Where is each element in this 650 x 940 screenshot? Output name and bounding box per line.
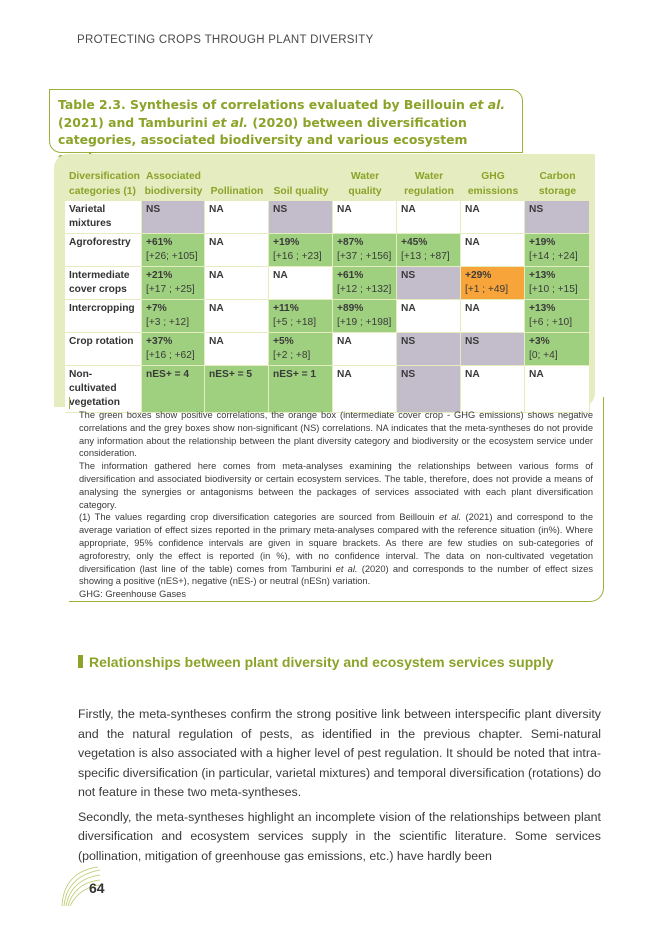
- row-label: Non-cultivated vegetation: [65, 366, 142, 413]
- header-cell: Soil quality: [273, 186, 329, 197]
- cell-value: +3%: [529, 336, 550, 347]
- cell-confidence-interval: [+19 ; +198]: [337, 317, 392, 328]
- cell-value: +29%: [465, 270, 492, 281]
- cell-value: +61%: [337, 270, 364, 281]
- table-cell: [461, 234, 525, 267]
- table-body: [65, 201, 590, 413]
- caption-etal: et al.: [212, 114, 249, 130]
- table-cell: [205, 201, 269, 234]
- table-cell: [333, 267, 397, 300]
- cell-value: NA: [209, 237, 224, 248]
- table-cell: [525, 234, 590, 267]
- cell-confidence-interval: [+3 ; +12]: [146, 317, 190, 328]
- table-cell: [525, 333, 590, 366]
- notes-text: (2020) and corresponds to the number of effect sizes showing a positive (nES+), negative (nES-) or neutral (nESn) variation.: [79, 563, 593, 587]
- cell-value: +45%: [401, 237, 428, 248]
- cell-value: NA: [465, 237, 480, 248]
- cell-value: NA: [209, 270, 224, 281]
- notes-text: (2021) and correspond to the average variation of effect sizes reported in the primary meta-analyses compared with the reference situation (in%). Where appropriate, 95% confidence intervals are given in square brackets. As there are few studies on sub-categories of agroforestry, only the effect is reported (in %), with no confidence interval. The data on non-cultivated vegetation diversification (last line of the table) comes from Tamburini: [79, 512, 593, 574]
- body-text: [78, 705, 601, 871]
- caption-text: (2020) between diversification categories, associated biodiversity and various ecosystem: [58, 114, 468, 147]
- row-label: Agroforestry: [65, 234, 142, 267]
- cell-confidence-interval: [+6 ; +10]: [529, 317, 573, 328]
- notes-etal: et al.: [335, 563, 358, 574]
- table-cell: [142, 333, 205, 366]
- cell-value: nES+ = 5: [209, 369, 253, 380]
- cell-confidence-interval: [+14 ; +24]: [529, 251, 578, 262]
- notes-paragraph: [79, 511, 593, 588]
- cell-value: NA: [529, 369, 544, 380]
- cell-value: NS: [273, 204, 288, 215]
- table-cell: [205, 300, 269, 333]
- cell-value: +87%: [337, 237, 364, 248]
- cell-value: NS: [401, 336, 416, 347]
- cell-value: NA: [337, 204, 352, 215]
- cell-value: +7%: [146, 303, 167, 314]
- cell-value: NS: [465, 336, 480, 347]
- table-cell: [461, 201, 525, 234]
- cell-value: +61%: [146, 237, 173, 248]
- table-cell: [397, 333, 461, 366]
- cell-value: nES+ = 1: [273, 369, 317, 380]
- table-cell: [333, 234, 397, 267]
- cell-value: +11%: [273, 303, 299, 314]
- table-cell: [269, 300, 333, 333]
- table-row: [65, 234, 590, 267]
- row-label: Intercropping: [65, 300, 142, 333]
- table-cell: [333, 333, 397, 366]
- table-cell: [205, 333, 269, 366]
- table-cell: [205, 267, 269, 300]
- cell-value: NA: [209, 204, 224, 215]
- notes-text: (1) The values regarding crop diversification categories are sourced from Beillouin: [79, 512, 440, 523]
- table-cell: [142, 201, 205, 234]
- notes-paragraph: The green boxes show positive correlations, the orange box (intermediate cover crop - GHG emissions) shows negative correlations and the grey boxes show non-significant (NS) correlations. NA indicates that the meta-syntheses do not provide any information about the relationship between the plant diversity category and biodiversity or the ecosystem service under consideration.: [79, 410, 593, 459]
- notes-paragraph: The information gathered here comes from meta-analyses examining the relationships between various forms of diversification and associated biodiversity or certain ecosystem services. The table, therefore, does not provide a means of analysing the synergies or antagonisms between the packages of services associated with each plant diversification category.: [79, 461, 593, 510]
- table-cell: [461, 300, 525, 333]
- table-cell: [397, 300, 461, 333]
- table-cell: [461, 333, 525, 366]
- table-cell: [269, 234, 333, 267]
- header-cell: Water quality: [348, 171, 382, 197]
- header-cell: Diversification categories (1): [69, 171, 140, 197]
- cell-confidence-interval: [+5 ; +18]: [273, 317, 317, 328]
- table-cell: [525, 201, 590, 234]
- table-cell: [333, 201, 397, 234]
- row-label: Intermediate cover crops: [65, 267, 142, 300]
- cell-value: +19%: [529, 237, 556, 248]
- table-cell: [461, 267, 525, 300]
- cell-confidence-interval: [+16 ; +62]: [146, 350, 195, 361]
- section-heading: [78, 652, 598, 672]
- cell-confidence-interval: [+2 ; +8]: [273, 350, 311, 361]
- cell-confidence-interval: [+1 ; +49]: [465, 284, 509, 295]
- page-number: 64: [89, 880, 105, 896]
- table-cell: [269, 201, 333, 234]
- cell-value: NS: [529, 204, 544, 215]
- body-paragraph: Firstly, the meta-syntheses confirm the strong positive link between interspecific plant diversity and the natural regulation of pests, as identified in the previous chapter. Semi-natural vegetation is also associated with a higher level of pest regulation. It should be noted that intra-specific diversification (in particular, varietal mixtures) and temporal diversification (rotations) do not feature in these two meta-syntheses.: [78, 707, 601, 799]
- row-label: Varietal mixtures: [65, 201, 142, 234]
- table-header-row: [65, 167, 590, 201]
- section-heading-text: Relationships between plant diversity and ecosystem services supply: [89, 654, 554, 670]
- cell-value: +21%: [146, 270, 173, 281]
- caption-text: Table 2.3. Synthesis of correlations evaluated by Beillouin: [58, 97, 470, 112]
- cell-value: NA: [337, 336, 352, 347]
- cell-value: NA: [209, 303, 224, 314]
- cell-value: +13%: [529, 303, 556, 314]
- cell-value: +89%: [337, 303, 364, 314]
- cell-value: +19%: [273, 237, 300, 248]
- table-cell: [269, 333, 333, 366]
- running-head: PROTECTING CROPS THROUGH PLANT DIVERSITY: [77, 34, 374, 46]
- caption-etal: et al.: [469, 97, 506, 112]
- cell-value: NA: [465, 303, 480, 314]
- notes-paragraph: GHG: Greenhouse Gases: [79, 589, 186, 600]
- table-cell: [397, 234, 461, 267]
- table-cell: [525, 267, 590, 300]
- table-row: [65, 267, 590, 300]
- cell-value: NA: [465, 204, 480, 215]
- correlation-table: [65, 167, 590, 413]
- header-cell: GHG emissions: [467, 171, 519, 197]
- table-cell: [397, 267, 461, 300]
- table-notes: [79, 409, 593, 601]
- cell-confidence-interval: [+10 ; +15]: [529, 284, 578, 295]
- cell-value: NA: [273, 270, 288, 281]
- table-cell: [142, 300, 205, 333]
- table-row: [65, 201, 590, 234]
- cell-confidence-interval: [+26; +105]: [146, 251, 198, 262]
- caption-text: (2021) and Tamburini: [58, 114, 213, 130]
- header-cell: Water regulation: [404, 171, 454, 197]
- table-row: [65, 300, 590, 333]
- body-paragraph: Secondly, the meta-syntheses highlight an incomplete vision of the relationships between plant diversification and ecosystem services supply in the scientific literature. Some services (pollination, mitigation of greenhouse gas emissions, etc.) have hardly been: [78, 809, 601, 863]
- cell-confidence-interval: [+12 ; +132]: [337, 284, 392, 295]
- table-cell: [333, 300, 397, 333]
- header-cell: Carbon storage: [538, 171, 577, 197]
- cell-value: NS: [401, 270, 416, 281]
- notes-etal: et al.: [439, 512, 462, 523]
- cell-confidence-interval: [+17 ; +25]: [146, 284, 195, 295]
- cell-value: nES+ = 4: [146, 369, 190, 380]
- cell-value: NA: [209, 336, 224, 347]
- cell-confidence-interval: [0; +4]: [529, 350, 558, 361]
- table-cell: [205, 234, 269, 267]
- cell-value: +13%: [529, 270, 556, 281]
- header-cell: Associated biodiversity: [144, 171, 203, 197]
- row-label: Crop rotation: [65, 333, 142, 366]
- cell-value: +37%: [146, 336, 173, 347]
- table-cell: [397, 201, 461, 234]
- table-cell: [525, 300, 590, 333]
- header-cell: Pollination: [210, 186, 264, 197]
- cell-value: NS: [401, 369, 416, 380]
- table-cell: [142, 234, 205, 267]
- cell-value: NS: [146, 204, 161, 215]
- cell-confidence-interval: [+13 ; +87]: [401, 251, 450, 262]
- cell-value: +5%: [273, 336, 294, 347]
- cell-confidence-interval: [+16 ; +23]: [273, 251, 322, 262]
- table-cell: [269, 267, 333, 300]
- cell-value: NA: [465, 369, 480, 380]
- cell-confidence-interval: [+37 ; +156]: [337, 251, 392, 262]
- cell-value: NA: [401, 303, 416, 314]
- table-cell: [142, 267, 205, 300]
- cell-value: NA: [337, 369, 352, 380]
- table-row: [65, 333, 590, 366]
- cell-value: NA: [401, 204, 416, 215]
- heading-bar-icon: [78, 655, 83, 668]
